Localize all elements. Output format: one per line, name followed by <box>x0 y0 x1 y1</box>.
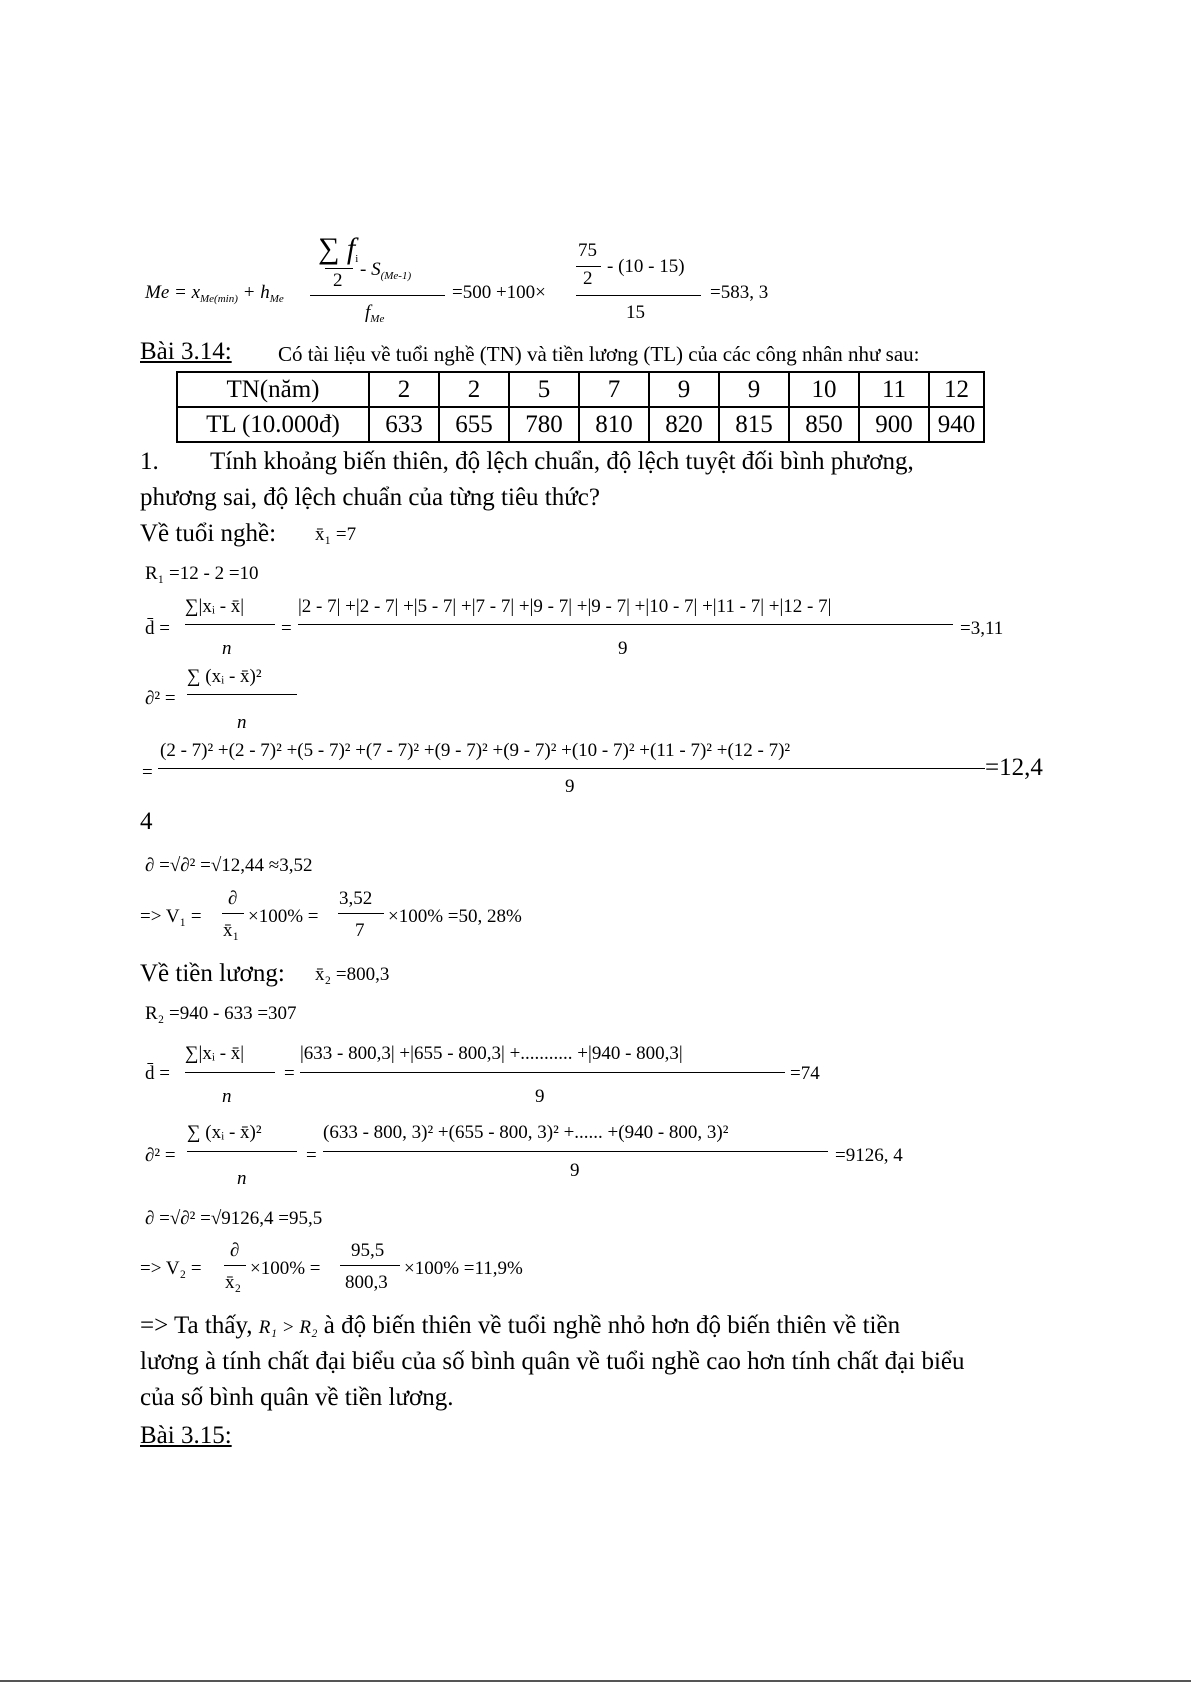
table-cell: 633 <box>369 407 439 442</box>
age-d-expr-num: |2 - 7| +|2 - 7| +|5 - 7| +|7 - 7| +|9 - 7| +|9 - 7| +|10 - 7| +|11 - 7| +|12 - 7| <box>298 596 832 617</box>
wage-heading: Về tiền lương: <box>140 960 285 987</box>
wage-cv-lhs: => V₂ = <box>140 1258 202 1279</box>
data-table <box>176 371 985 443</box>
table-row <box>177 407 984 442</box>
question-number: 1. <box>140 448 159 475</box>
age-range: R₁ =12 - 2 =10 <box>145 563 259 584</box>
table-cell: 9 <box>649 372 719 407</box>
age-d-lhs: d̄ = <box>145 618 170 639</box>
exercise-315-title: Bài 3.15: <box>140 1422 232 1449</box>
table-cell: 7 <box>579 372 649 407</box>
table-cell: 940 <box>929 407 984 442</box>
wage-range: R₂ =940 - 633 =307 <box>145 1003 297 1024</box>
wage-d-lhs: d̄ = <box>145 1063 170 1084</box>
wage-var-result: =9126, 4 <box>835 1145 903 1166</box>
age-d-num: ∑|xᵢ - x̄| <box>185 596 245 617</box>
wage-d-expr-num: |633 - 800,3| +|655 - 800,3| +........... +|940 - 800,3| <box>300 1043 683 1064</box>
age-var-result: =12,4 <box>985 754 1043 781</box>
wage-var-expr-num: (633 - 800, 3)² +(655 - 800, 3)² +...... +(940 - 800, 3)² <box>323 1122 729 1143</box>
age-var-lhs: ∂² = <box>145 688 176 709</box>
page-bottom-rule <box>0 1680 1191 1682</box>
question-line-1: Tính khoảng biến thiên, độ lệch chuẩn, độ lệch tuyệt đối bình phương, <box>210 448 914 475</box>
conclusion-line-3: của số bình quân về tiền lương. <box>140 1384 454 1411</box>
wage-sd: ∂ =√∂² =√9126,4 =95,5 <box>145 1208 323 1229</box>
table-cell: 10 <box>789 372 859 407</box>
table-cell: 815 <box>719 407 789 442</box>
table-cell: 655 <box>439 407 509 442</box>
table-cell: 900 <box>859 407 929 442</box>
age-sd: ∂ =√∂² =√12,44 ≈3,52 <box>145 855 313 876</box>
exercise-314-title: Bài 3.14: <box>140 338 232 365</box>
wage-var-lhs: ∂² = <box>145 1145 176 1166</box>
age-cv-result: ×100% =50, 28% <box>388 906 522 927</box>
table-cell: 850 <box>789 407 859 442</box>
table-cell: 2 <box>439 372 509 407</box>
wage-var-num: ∑ (xᵢ - x̄)² <box>187 1122 262 1143</box>
table-cell: 12 <box>929 372 984 407</box>
row-label: TN(năm) <box>177 372 369 407</box>
conclusion-line-1: => Ta thấy, R₁ > R₂ à độ biến thiên về tuổi nghề nhỏ hơn độ biến thiên về tiền <box>140 1312 901 1339</box>
table-cell: 5 <box>509 372 579 407</box>
median-lhs: Me = x <box>145 282 201 303</box>
conclusion-line-2: lương à tính chất đại biểu của số bình quân về tuổi nghề cao hơn tính chất đại biểu <box>140 1348 965 1375</box>
table-cell: 2 <box>369 372 439 407</box>
exercise-314-intro: Có tài liệu về tuổi nghề (TN) và tiền lương (TL) của các công nhân như sau: <box>278 342 920 366</box>
age-cv-lhs: => V₁ = <box>140 906 202 927</box>
row-label: TL (10.000đ) <box>177 407 369 442</box>
table-cell: 780 <box>509 407 579 442</box>
wage-d-num: ∑|xᵢ - x̄| <box>185 1043 245 1064</box>
question-line-2: phương sai, độ lệch chuẩn của từng tiêu thức? <box>140 484 600 511</box>
age-mean: x̄₁ =7 <box>315 524 357 545</box>
wage-cv-result: ×100% =11,9% <box>404 1258 523 1279</box>
table-row <box>177 372 984 407</box>
table-cell: 11 <box>859 372 929 407</box>
age-var-num: ∑ (xᵢ - x̄)² <box>187 666 262 687</box>
age-var-expr-num: (2 - 7)² +(2 - 7)² +(5 - 7)² +(7 - 7)² +(9 - 7)² +(9 - 7)² +(10 - 7)² +(11 - 7)² +(12 - 7)² <box>160 740 791 761</box>
table-cell: 810 <box>579 407 649 442</box>
age-heading: Về tuổi nghề: <box>140 520 277 547</box>
table-cell: 820 <box>649 407 719 442</box>
table-cell: 9 <box>719 372 789 407</box>
wage-mean: x̄₂ =800,3 <box>315 964 390 985</box>
age-d-result: =3,11 <box>960 618 1004 639</box>
wage-d-result: =74 <box>790 1063 820 1084</box>
